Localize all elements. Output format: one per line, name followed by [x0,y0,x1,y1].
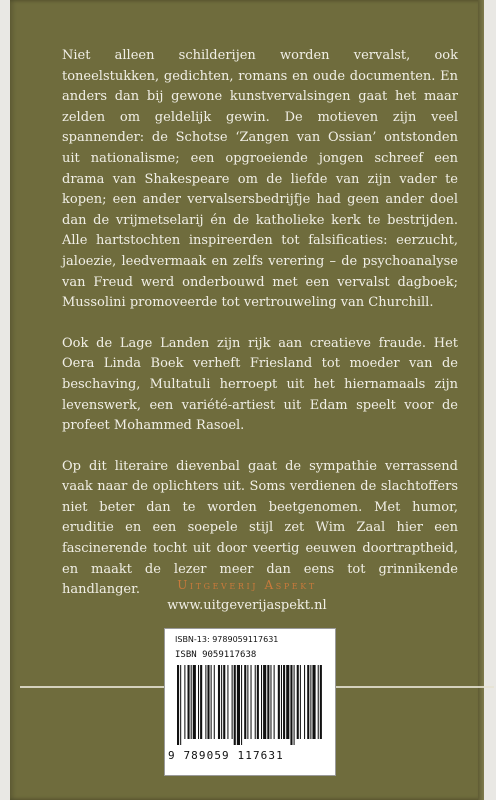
barcode-bar [297,665,299,739]
barcode-bar [251,665,252,739]
barcode-bar [257,665,259,739]
barcode-bar [200,665,202,739]
blurb-paragraph-3: Op dit literaire dievenbal gaat de sympathie verrassend vaak naar de oplichters uit. Soms verdienen de slachtoffers niet beter dan te worden beetgenomen. Met humor, eruditie en een soepele stijl zet Wim Zaal hier een fascinerende tocht uit door veertig eeuwen doortraptheid, en maakt de lezer meer dan eens tot grinnikende handlanger. [62,458,458,598]
barcode-bar [283,665,285,739]
barcode-bar [177,665,179,745]
barcode-bar [274,665,275,739]
barcode-bar [300,665,301,739]
isbn13-label: ISBN-13: 9789059117631 [175,635,279,644]
barcode-bar [318,665,319,739]
barcode-bar [312,665,315,739]
barcode-bar [223,665,225,739]
barcode-bar [218,665,220,739]
barcode-bar [180,665,181,745]
barcode-bar [191,665,192,739]
barcode-bar [261,665,262,739]
barcode-bar [294,665,295,745]
blurb-paragraph-2: Ook de Lage Landen zijn rijk aan creatieve fraude. Het Oera Linda Boek verheft Friesland tot moeder van de beschaving, Multatuli herroept uit het hiernamaals zijn levenswerk, een variété-artiest uit Edam speelt voor de profeet Mohammed Rasoel. [62,335,458,434]
barcode-bar [247,665,248,739]
barcode-bar [234,665,236,745]
barcode-bar [184,665,185,739]
barcode-bar [263,665,266,739]
barcode-bar [188,665,190,739]
barcode-bar [267,665,269,739]
barcode-bar [278,665,280,739]
barcode-bar [211,665,212,739]
barcode-bar [290,665,292,745]
barcode-bar [320,665,322,739]
barcode-bar [205,665,206,739]
barcode-bar [237,665,240,745]
barcode-bar [310,665,311,739]
blurb-text [62,46,458,621]
barcode-bar [244,665,246,739]
barcode-image [177,665,325,745]
barcode-bar [207,665,209,739]
barcode-bar [286,665,289,739]
publisher-name: Uitgeverij Aspekt [177,578,317,592]
barcode-bar [198,665,199,739]
barcode-bar [227,665,228,739]
barcode-digits: 9 789059 117631 [168,749,284,762]
barcode-bar [193,665,196,739]
barcode-bar [221,665,222,739]
barcode-bar [304,665,305,739]
barcode-bar [255,665,256,739]
isbn10-label: ISBN 9059117638 [175,650,257,660]
barcode-bar [270,665,271,739]
barcode-bar [307,665,309,739]
blurb-paragraph-1: Niet alleen schilderijen worden vervalst, ook toneelstukken, gedichten, romans en oude documenten. En anders dan bij gewone kunstvervalsingen gaat het maar zelden om geldelijk gewin. De motieven zijn veel spannender: de Schotse ‘Zangen van Ossian’ ontstonden uit nationalisme; een opgroeiende jongen schreef een drama van Shakespeare om de liefde van zijn vader te kopen; een ander vervalsersbedrijfje had geen ander doel dan de vrijmetselarij én de katholieke kerk te bestrijden. Alle hartstochten inspireerden tot falsificaties: eerzucht, jaloezie, leedvermaak en zelfs verering – de psychoanalyse van Freud werd onderbouwd met een vervalst dagboek; Mussolini promoveerde tot vertrouweling van Churchill. [62,48,458,311]
barcode-bar [214,665,215,739]
barcode-bar [232,665,233,739]
publisher-website: www.uitgeverijaspekt.nl [167,598,327,613]
cover-edge [478,0,484,800]
isbn-barcode-box [164,628,336,776]
book-back-cover [10,0,484,800]
barcode-bar [241,665,242,745]
barcode-bar [281,665,282,739]
